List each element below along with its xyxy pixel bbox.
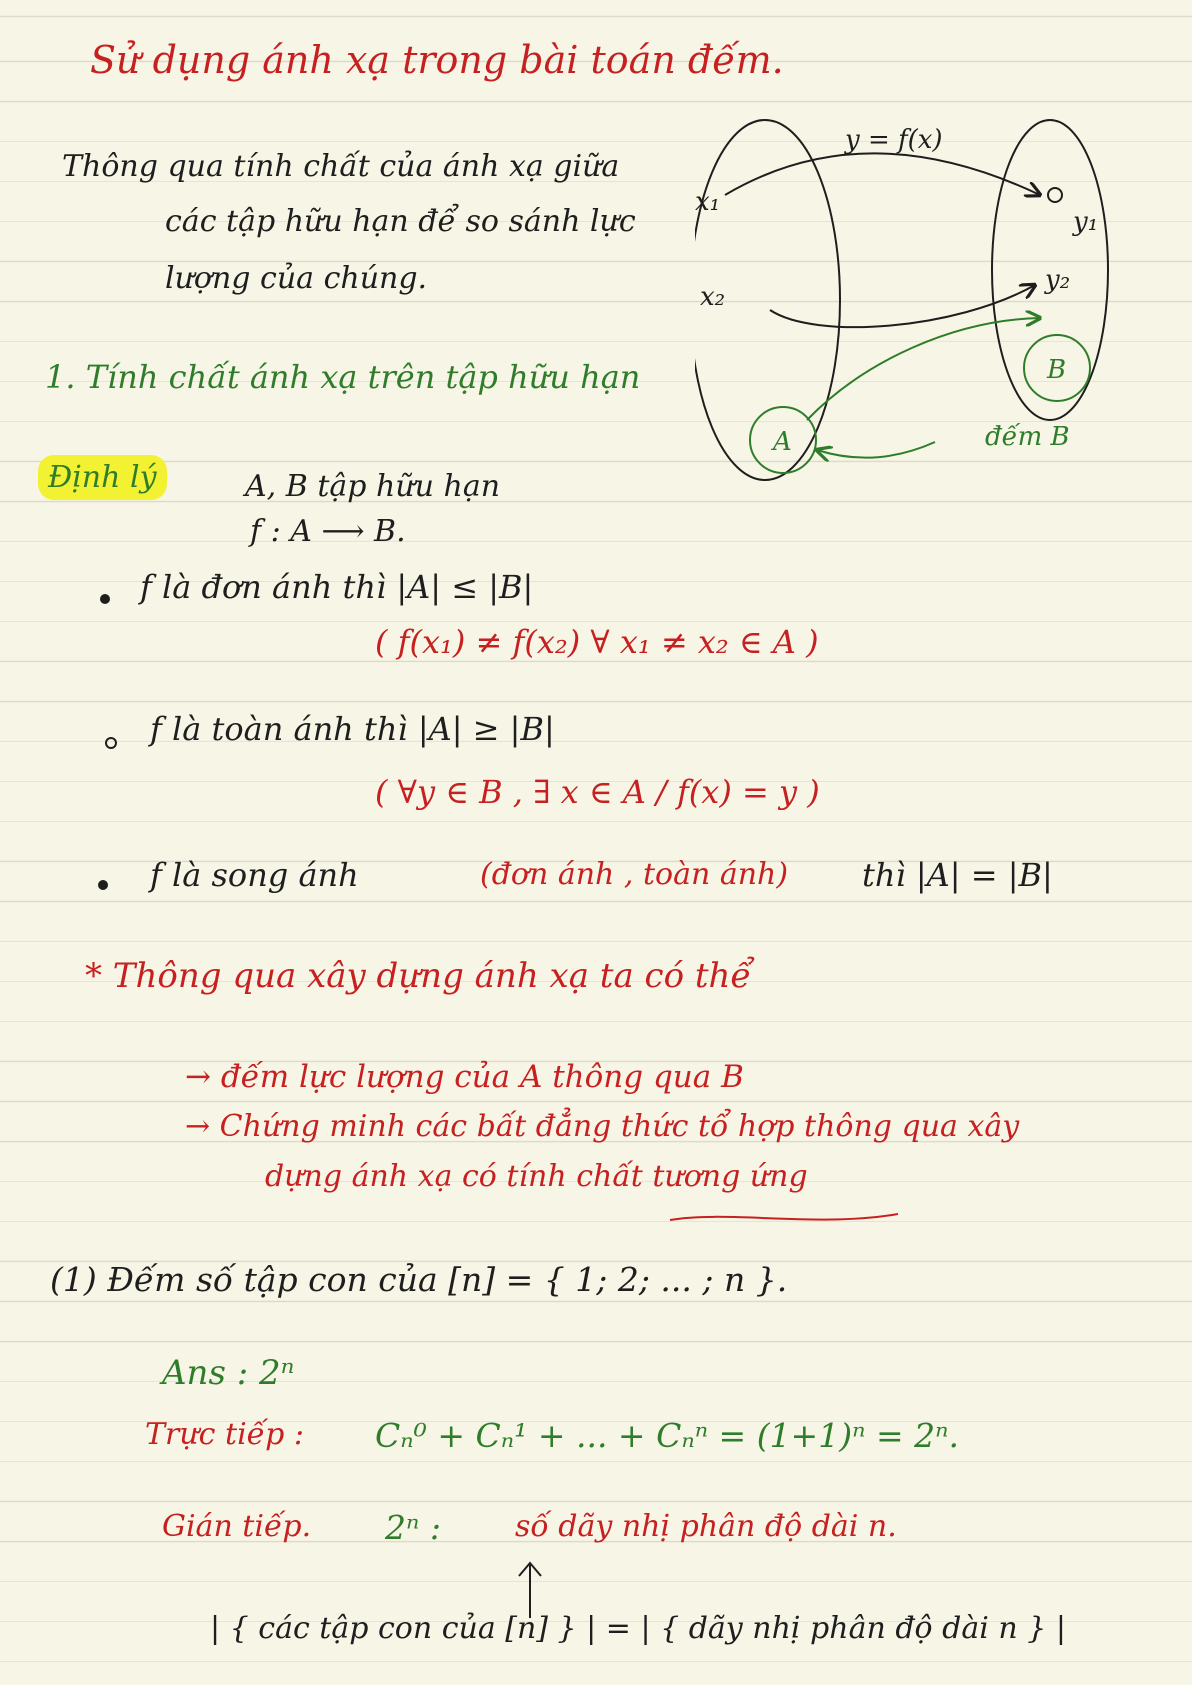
remark-line-2: → Chứng minh các bất đẳng thức tổ hợp thông qua xây <box>185 1109 1020 1144</box>
point-y1 <box>1048 188 1062 202</box>
mapping-diagram <box>695 110 1135 490</box>
green-arrow-a-to-b <box>807 318 1040 420</box>
label-func: y = f(x) <box>845 125 943 155</box>
map-arrow-1 <box>725 153 1040 195</box>
label-a: A <box>773 427 792 457</box>
remark-line-1: → đếm lực lượng của A thông qua B <box>185 1059 744 1095</box>
surjective-statement: f là toàn ánh thì |A| ≥ |B| <box>150 710 555 748</box>
bullet-dot <box>98 880 108 890</box>
page-title: Sử dụng ánh xạ trong bài toán đếm. <box>90 38 784 82</box>
label-x1: x₁ <box>695 187 721 217</box>
theorem-label: Định lý <box>38 455 167 500</box>
theorem-hypothesis-1: A, B tập hữu hạn <box>245 469 501 504</box>
underline-stroke <box>668 1200 908 1230</box>
direct-label: Trực tiếp : <box>145 1417 304 1452</box>
intro-line-1: Thông qua tính chất của ánh xạ giữa <box>62 149 620 184</box>
surjective-condition: ( ∀y ∈ B , ∃ x ∈ A / f(x) = y ) <box>375 773 820 811</box>
label-y1: y₁ <box>1073 207 1099 237</box>
answer: Ans : 2ⁿ <box>162 1353 295 1393</box>
problem-statement: (1) Đếm số tập con của [n] = { 1; 2; ... ; n }. <box>50 1260 788 1299</box>
theorem-hypothesis-2: f : A ⟶ B. <box>250 514 406 549</box>
direct-formula: Cₙ⁰ + Cₙ¹ + ... + Cₙⁿ = (1+1)ⁿ = 2ⁿ. <box>375 1416 959 1455</box>
injective-condition: ( f(x₁) ≠ f(x₂) ∀ x₁ ≠ x₂ ∈ A ) <box>375 623 819 661</box>
label-y2: y₂ <box>1045 265 1071 295</box>
bullet-dot <box>105 737 117 749</box>
label-x2: x₂ <box>700 282 726 312</box>
remark-heading: * Thông qua xây dựng ánh xạ ta có thể <box>85 956 752 996</box>
label-count-b: đếm B <box>985 422 1070 452</box>
bijection-equation: | { các tập con của [n] } | = | { dãy nhị phân độ dài n } | <box>210 1611 1066 1646</box>
injective-statement: f là đơn ánh thì |A| ≤ |B| <box>140 568 534 606</box>
intro-line-2: các tập hữu hạn để so sánh lực <box>165 204 636 239</box>
section-heading: 1. Tính chất ánh xạ trên tập hữu hạn <box>45 358 641 396</box>
remark-line-3: dựng ánh xạ có tính chất tương ứng <box>265 1159 808 1194</box>
bijective-note: (đơn ánh , toàn ánh) <box>480 857 789 892</box>
indirect-label: Gián tiếp. <box>162 1509 312 1544</box>
indirect-value: 2ⁿ : <box>385 1508 441 1547</box>
label-b: B <box>1047 355 1067 385</box>
bullet-dot <box>100 594 110 604</box>
green-arrow-count <box>817 442 935 458</box>
bijective-statement: f là song ánh <box>150 856 359 894</box>
indirect-description: số dãy nhị phân độ dài n. <box>515 1509 897 1544</box>
intro-line-3: lượng của chúng. <box>165 261 428 296</box>
bijective-conclusion: thì |A| = |B| <box>862 856 1053 894</box>
